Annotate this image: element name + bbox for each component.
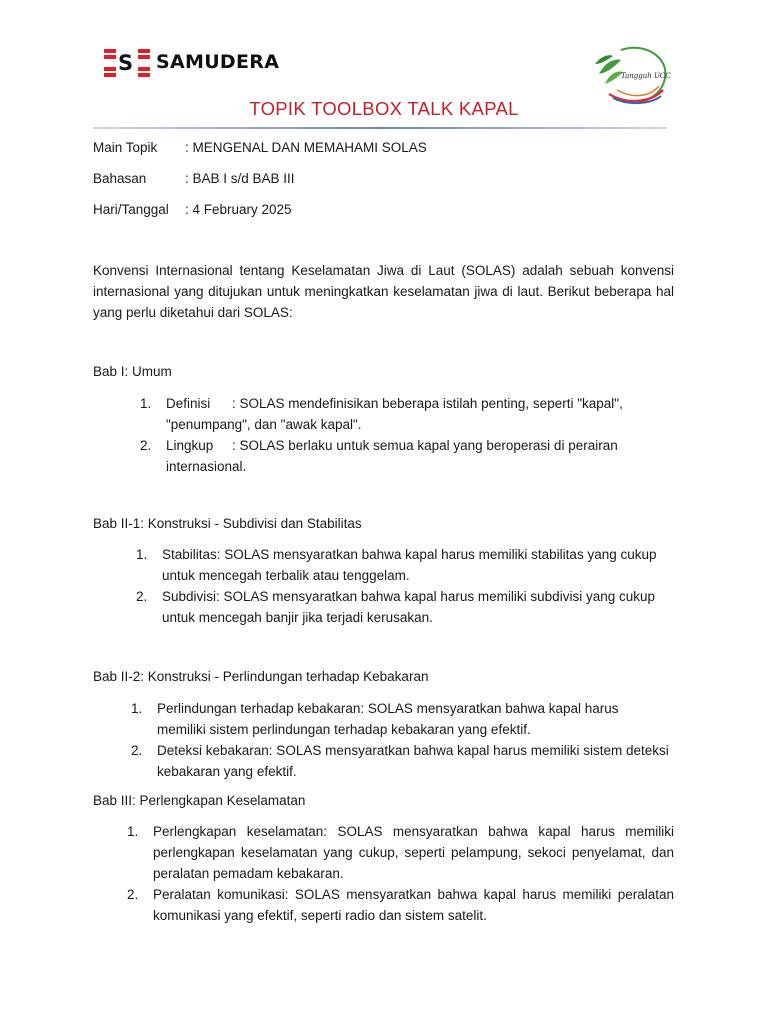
list-item-text: : SOLAS mendefinisikan beberapa istilah penting, seperti "kapal", "penumpang", dan "awak kapal". [166,396,623,432]
title-divider [93,127,667,129]
meta-label: Hari/Tanggal [93,202,169,217]
meta-row-topic [93,140,427,155]
list-item-text: : SOLAS berlaku untuk semua kapal yang beroperasi di perairan internasional. [166,438,618,474]
samudera-logo-mark [104,49,150,77]
section-list-bab-3 [127,821,674,926]
list-item-number: 1. [140,396,152,411]
logo-mark-letter: S [118,51,134,75]
badge-text: Tangguh UCC [621,72,671,80]
meta-value: : BAB I s/d BAB III [185,171,295,186]
list-item-text: Subdivisi: SOLAS mensyaratkan bahwa kapal harus memiliki subdivisi yang cukup untuk mencegah banjir jika terjadi kerusakan. [162,589,655,625]
meta-label: Bahasan [93,171,147,186]
section-heading-bab-1: Bab I: Umum [93,364,172,379]
intro-paragraph: Konvensi Internasional tentang Keselamatan Jiwa di Laut (SOLAS) adalah sebuah konvensi internasional yang ditujukan untuk meningkatkan keselamatan jiwa di laut. Berikut beberapa hal yang perlu diketahui dari SOLAS: [93,263,674,320]
meta-row-bahasan [93,171,295,186]
section-list-bab-1 [140,393,671,477]
list-item-text: Peralatan komunikasi: SOLAS mensyaratkan bahwa kapal harus memiliki peralatan komunikasi yang efektif, seperti radio dan sistem satelit. [153,887,674,923]
list-item-text: Deteksi kebakaran: SOLAS mensyaratkan bahwa kapal harus memiliki sistem deteksi kebakaran yang efektif. [157,743,669,779]
list-item-term: Lingkup [166,438,214,453]
list-item [127,821,674,884]
section-heading-bab-2-2: Bab II-2: Konstruksi - Perlindungan terhadap Kebakaran [93,669,429,684]
meta-value: : 4 February 2025 [185,202,292,217]
list-item-number: 1. [131,701,143,716]
meta-value: : MENGENAL DAN MEMAHAMI SOLAS [185,140,427,155]
list-item-number: 1. [136,547,148,562]
section-list-bab-2-1 [136,544,667,628]
list-item-number: 2. [127,887,139,902]
list-item-number: 2. [140,438,152,453]
list-item-text: Stabilitas: SOLAS mensyaratkan bahwa kapal harus memiliki stabilitas yang cukup untuk mencegah terbalik atau tenggelam. [162,547,657,583]
document-title: TOPIK TOOLBOX TALK KAPAL [249,98,519,119]
list-item [136,586,667,628]
list-item [131,740,669,782]
list-item [127,884,674,926]
meta-row-date [93,202,292,217]
section-list-bab-2-2 [131,698,669,782]
section-heading-bab-3: Bab III: Perlengkapan Keselamatan [93,793,306,808]
list-item [140,435,671,477]
brand-name: SAMUDERA [156,51,280,73]
list-item-text: Perlengkapan keselamatan: SOLAS mensyaratkan bahwa kapal harus memiliki perlengkapan keselamatan yang cukup, seperti pelampung, sekoci penyelamat, dan peralatan pemadam kebakaran. [153,824,674,881]
list-item-number: 2. [131,743,143,758]
list-item-term: Definisi [166,396,211,411]
tangguh-ucc-badge [591,44,671,106]
list-item-number: 2. [136,589,148,604]
list-item [140,393,671,435]
section-heading-bab-2-1: Bab II-1: Konstruksi - Subdivisi dan Stabilitas [93,516,362,531]
meta-label: Main Topik [93,140,158,155]
list-item-number: 1. [127,824,139,839]
list-item [131,698,669,740]
list-item-text: Perlindungan terhadap kebakaran: SOLAS mensyaratkan bahwa kapal harus memiliki sistem perlindungan terhadap kebakaran yang efektif. [157,701,619,737]
list-item [136,544,667,586]
